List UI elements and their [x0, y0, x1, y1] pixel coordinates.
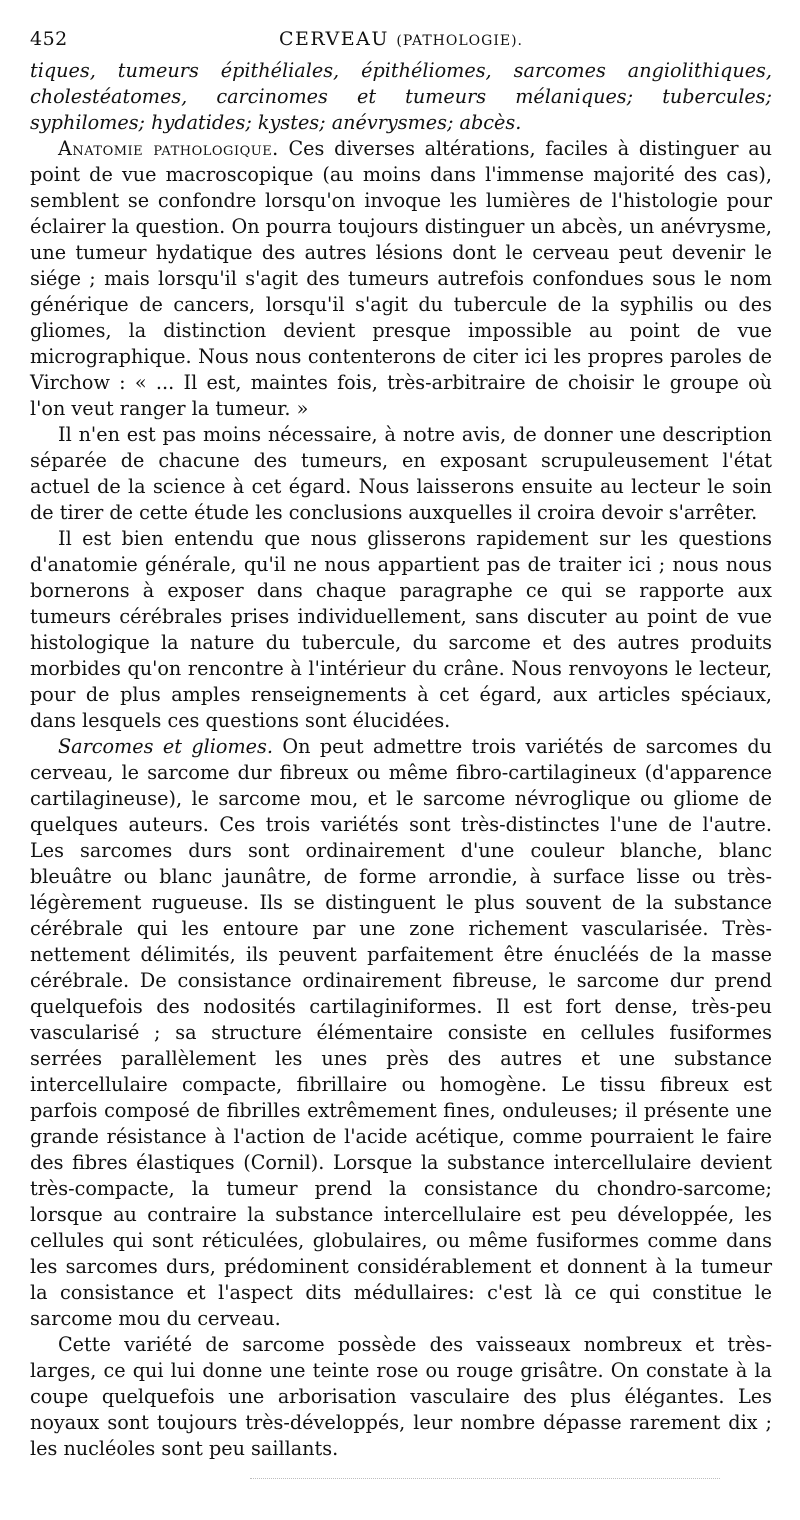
paragraph-description-separee: [30, 422, 772, 526]
page-number: 452: [30, 28, 68, 50]
paragraph-sarcome-mou: [30, 1332, 772, 1462]
paragraph-text: Cette variété de sarcome possède des vaisseaux nombreux et très-larges, ce qui lui donne une teinte rose ou rouge grisâtre. On constate à la coupe quelquefois une arborisation vasculaire des plus élégantes. Les noyaux sont toujours très-développés, leur nombre dépasse rarement dix ; les nucléoles sont peu saillants.: [30, 1333, 772, 1460]
paragraph-text: On peut admettre trois variétés de sarcomes du cerveau, le sarcome dur fibreux ou même fibro-cartilagineux (d'apparence cartilagineuse), le sarcome mou, et le sarcome névroglique ou gliome de quelques auteurs. Ces trois variétés sont très-distinctes l'une de l'autre. Les sarcomes durs sont ordinairement d'une couleur blanche, blanc bleuâtre ou blanc jaunâtre, de forme arrondie, à surface lisse ou très-légèrement rugueuse. Ils se distinguent le plus souvent de la substance cérébrale qui les entoure par une zone richement vascularisée. Très-nettement délimités, ils peuvent parfaitement être énucléés de la masse cérébrale. De consistance ordinairement fibreuse, le sarcome dur prend quelquefois des nodosités cartilaginiformes. Il est fort dense, très-peu vascularisé ; sa structure élémentaire consiste en cellules fusiformes serrées parallèlement les unes près des autres et une substance intercellulaire compacte, fibrillaire ou homogène. Le tissu fibreux est parfois composé de fibrilles extrêmement fines, onduleuses; il présente une grande résistance à l'action de l'acide acétique, comme pourraient le faire des fibres élastiques (Cornil). Lorsque la substance intercellulaire devient très-compacte, la tumeur prend la consistance du chondro-sarcome; lorsque au contraire la substance intercellulaire est peu développée, les cellules qui sont réticulées, globulaires, ou même fusiformes comme dans les sarcomes durs, prédominent considérablement et donnent à la tumeur la consistance et l'aspect dits médullaires: c'est là ce qui constitue le sarcome mou du cerveau.: [30, 735, 772, 1330]
paragraph-text: tiques, tumeurs épithéliales, épithéliomes, sarcomes angiolithiques, cholestéatomes, carcinomes et tumeurs mélaniques; tubercules; syphilomes; hydatides; kystes; anévrysmes; abcès.: [30, 59, 772, 134]
paragraph-anatomie-generale: [30, 526, 772, 734]
page-header: [30, 28, 772, 58]
paragraph-anatomie-pathologique: [30, 136, 772, 422]
paragraph-text: Ces diverses altérations, faciles à distinguer au point de vue macroscopique (au moins dans l'immense majorité des cas), semblent se confondre lorsqu'on invoque les lumières de l'histologie pour éclairer la question. On pourra toujours distinguer un abcès, un anévrysme, une tumeur hydatique des autres lésions dont le cerveau peut devenir le siége ; mais lorsqu'il s'agit des tumeurs autrefois confondues sous le nom générique de cancers, lorsqu'il s'agit du tubercule de la syphilis ou des gliomes, la distinction devient presque impossible au point de vue micrographique. Nous nous contenterons de citer ici les propres paroles de Virchow : « ... Il est, maintes fois, très-arbitraire de choisir le groupe où l'on veut ranger la tumeur. »: [30, 137, 772, 420]
document-page: [30, 28, 772, 1462]
running-title-sub: (PATHOLOGIE).: [396, 33, 523, 49]
running-title: [30, 28, 772, 50]
paragraph-text: Il n'en est pas moins nécessaire, à notre avis, de donner une description séparée de chacune des tumeurs, en exposant scrupuleusement l'état actuel de la science à cet égard. Nous laisserons ensuite au lecteur le soin de tirer de cette étude les conclusions auxquelles il croira devoir s'arrêter.: [30, 423, 772, 524]
paragraph-sarcomes-gliomes: [30, 734, 772, 1332]
section-heading: Anatomie pathologique.: [58, 137, 279, 160]
paragraph-continuation: [30, 58, 772, 136]
scan-noise-divider: [250, 1478, 720, 1483]
running-title-main: CERVEAU: [278, 28, 389, 50]
paragraph-text: Il est bien entendu que nous glisserons rapidement sur les questions d'anatomie générale, qu'il ne nous appartient pas de traiter ici ; nous nous bornerons à exposer dans chaque paragraphe ce qui se rapporte aux tumeurs cérébrales prises individuellement, sans discuter au point de vue histologique la nature du tubercule, du sarcome et des autres produits morbides qu'on rencontre à l'intérieur du crâne. Nous renvoyons le lecteur, pour de plus amples renseignements à cet égard, aux articles spéciaux, dans lesquels ces questions sont élucidées.: [30, 527, 772, 732]
section-heading: Sarcomes et gliomes.: [58, 735, 273, 758]
